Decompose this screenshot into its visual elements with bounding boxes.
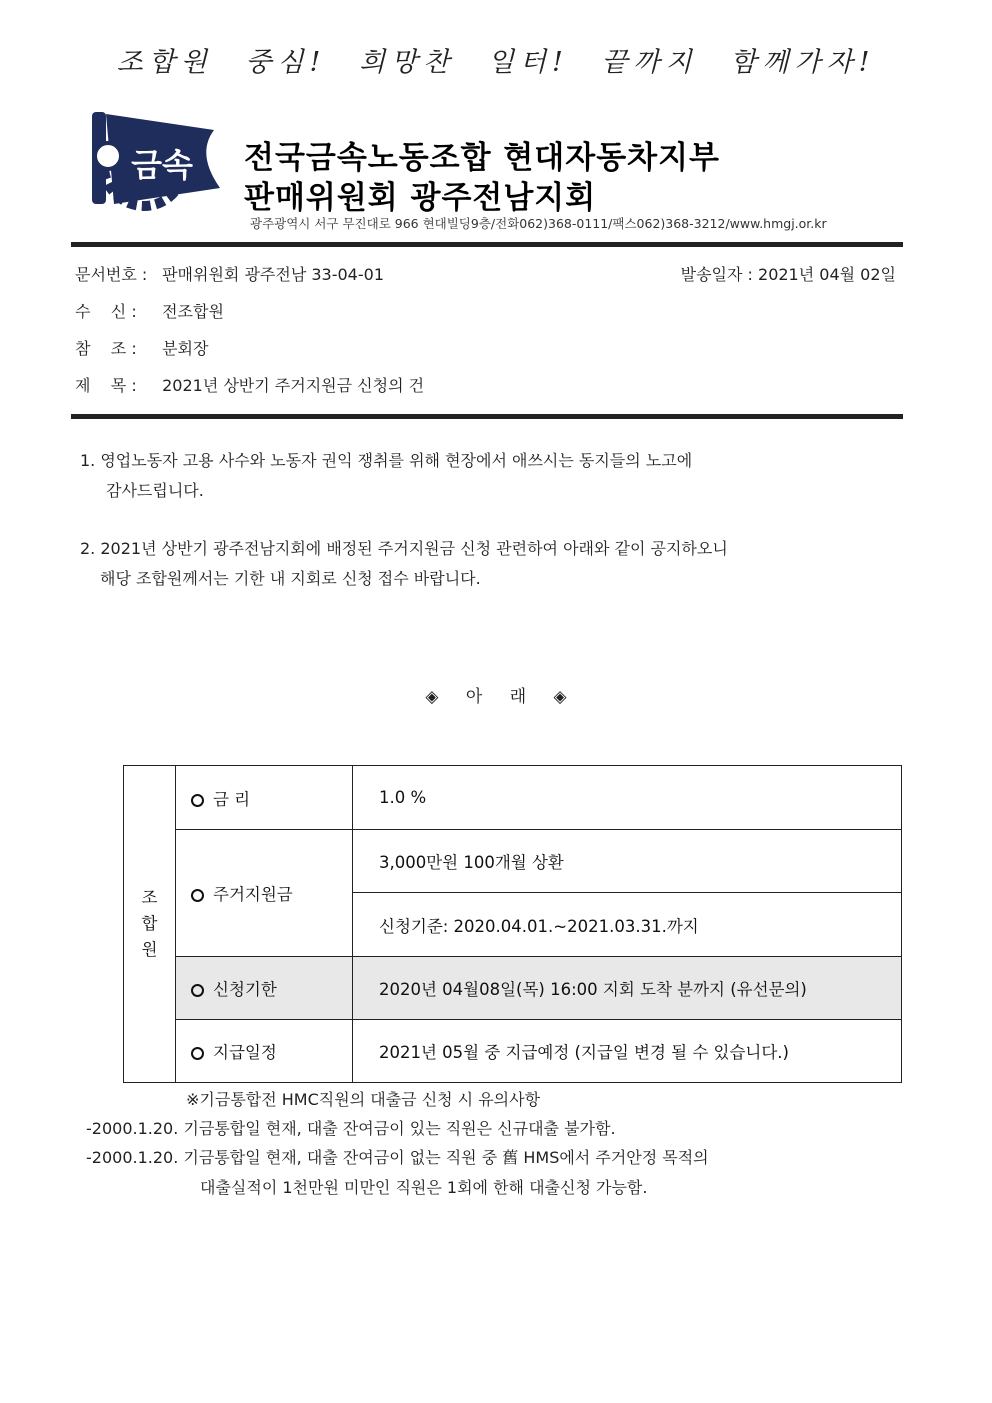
table-row bbox=[124, 830, 902, 893]
recipient-label: 수 신 : bbox=[75, 302, 137, 321]
section-title: ◈ 아 래 ◈ bbox=[425, 687, 567, 707]
subject: 2021년 상반기 주거지원금 신청의 건 bbox=[162, 376, 425, 395]
subject-row bbox=[75, 373, 424, 396]
note-line3: 대출실적이 1천만원 미만인 직원은 1회에 한해 대출신청 가능함. bbox=[200, 1178, 648, 1197]
doc-number-row bbox=[75, 262, 384, 285]
subject-label: 제 목 : bbox=[75, 376, 137, 395]
note-line2: -2000.1.20. 기금통합일 현재, 대출 잔여금이 없는 직원 중 舊 HMS에서 주거안정 목적의 bbox=[86, 1148, 709, 1167]
interest-label: 금 리 bbox=[176, 766, 353, 830]
table-row bbox=[124, 957, 902, 1020]
interest-value: 1.0 % bbox=[353, 766, 902, 830]
circle-bullet-icon bbox=[191, 984, 204, 997]
housing-support-label: 주거지원금 bbox=[176, 830, 353, 957]
paragraph-1-line2: 감사드립니다. bbox=[106, 481, 204, 500]
table-row bbox=[124, 1020, 902, 1083]
header-divider bbox=[71, 242, 903, 247]
member-side-label: 조 합 원 bbox=[124, 766, 176, 1083]
deadline-label: 신청기한 bbox=[176, 957, 353, 1020]
recipient: 전조합원 bbox=[162, 302, 224, 321]
logo-text: 금속 bbox=[131, 146, 193, 184]
paragraph-2 bbox=[80, 534, 900, 594]
note-line1: -2000.1.20. 기금통합일 현재, 대출 잔여금이 있는 직원은 신규대출 불가함. bbox=[86, 1119, 616, 1138]
circle-bullet-icon bbox=[191, 1047, 204, 1060]
info-table bbox=[123, 765, 902, 1083]
reference: 분회장 bbox=[162, 339, 209, 358]
recipient-row bbox=[75, 299, 224, 322]
reference-label: 참 조 : bbox=[75, 339, 137, 358]
send-date: 발송일자 : 2021년 04월 02일 bbox=[680, 265, 896, 284]
org-address: 광주광역시 서구 무진대로 966 현대빌딩9층/전화062)368-0111/팩스062)368-3212/www.hmgj.or.kr bbox=[250, 216, 827, 231]
housing-support-amount: 3,000만원 100개월 상환 bbox=[353, 830, 902, 893]
reference-row bbox=[75, 336, 208, 359]
table-row bbox=[124, 766, 902, 830]
meta-divider bbox=[71, 414, 903, 419]
paragraph-2-line2: 해당 조합원께서는 기한 내 지회로 신청 접수 바랍니다. bbox=[100, 569, 481, 588]
slogan: 조합원 중심! 희망찬 일터! 끝까지 함께가자! bbox=[116, 47, 876, 78]
housing-support-criteria: 신청기준: 2020.04.01.~2021.03.31.까지 bbox=[353, 893, 902, 957]
circle-bullet-icon bbox=[191, 794, 204, 807]
paragraph-1 bbox=[80, 446, 900, 506]
doc-number-label: 문서번호 : bbox=[75, 265, 148, 284]
payment-schedule-label: 지급일정 bbox=[176, 1020, 353, 1083]
org-name-line2: 판매위원회 광주전남지회 bbox=[244, 180, 597, 216]
note-heading: ※기금통합전 HMC직원의 대출금 신청 시 유의사항 bbox=[186, 1090, 541, 1109]
circle-bullet-icon bbox=[191, 889, 204, 902]
payment-schedule-value: 2021년 05월 중 지급예정 (지급일 변경 될 수 있습니다.) bbox=[353, 1020, 902, 1083]
paragraph-2-line1: 2. 2021년 상반기 광주전남지회에 배정된 주거지원금 신청 관련하여 아래와 같이 공지하오니 bbox=[80, 539, 728, 558]
deadline-value: 2020년 04월08일(목) 16:00 지회 도착 분까지 (유선문의) bbox=[353, 957, 902, 1020]
org-name-line1: 전국금속노동조합 현대자동차지부 bbox=[244, 140, 720, 176]
union-logo bbox=[86, 106, 226, 214]
paragraph-1-line1: 1. 영업노동자 고용 사수와 노동자 권익 쟁취를 위해 현장에서 애쓰시는 동지들의 노고에 bbox=[80, 451, 693, 470]
doc-number: 판매위원회 광주전남 33-04-01 bbox=[162, 265, 384, 284]
